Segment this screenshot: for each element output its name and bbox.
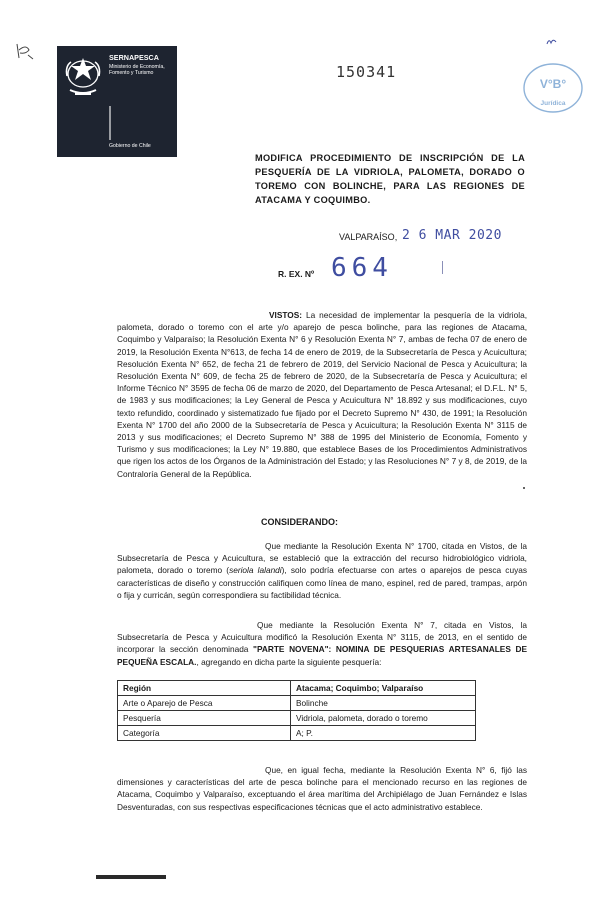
fishery-table [117, 680, 476, 741]
date-stamp: 2 6 MAR 2020 [402, 228, 502, 243]
handwritten-initial-icon [545, 36, 559, 48]
org-name: SERNAPESCA [109, 53, 159, 62]
p1-text-a: Que mediante la Resolución Exenta N° 1700, citada en Vistos, de la Subsecretaría de Pesca y Acuicultura, se estableció que la extracción del recurso hidrobiológico vidriola, palometa, dorado o toremo ( [117, 541, 527, 576]
place-label: VALPARAÍSO, [339, 232, 398, 242]
sernapesca-logo [57, 46, 177, 157]
rex-label: R. EX. Nº [278, 269, 315, 279]
p2-text-b: , agregando en dicha parte la siguiente pesquería: [196, 656, 382, 667]
stamp-mark [442, 261, 443, 274]
vistos-paragraph [117, 309, 527, 480]
table-cell: Pesquería [118, 711, 291, 726]
table-cell: A; P. [291, 726, 476, 741]
table-header-row [118, 681, 476, 696]
coat-of-arms-icon [61, 52, 105, 102]
table-cell: Bolinche [291, 696, 476, 711]
logo-divider [109, 106, 111, 140]
ministry-name: Ministerio de Economía, Fomento y Turismo [109, 64, 165, 76]
handwritten-mark-icon [14, 40, 36, 62]
considerando-paragraph-1 [117, 540, 527, 601]
svg-text:V°B°: V°B° [539, 77, 567, 91]
table-row [118, 711, 476, 726]
resolution-number: 664 [331, 253, 393, 283]
stamp-number: 150341 [336, 63, 397, 81]
species-name: seriola lalandi [229, 565, 282, 576]
table-cell: Vidriola, palometa, dorado o toremo [291, 711, 476, 726]
footer-bar [96, 875, 166, 879]
vb-juridica-stamp-icon [522, 62, 584, 114]
resolution-title: MODIFICA PROCEDIMIENTO DE INSCRIPCIÓN DE LA PESQUERÍA DE LA VIDRIOLA, PALOMETA, DORADO O TOREMO CON BOLINCHE, PARA LAS REGIONES DE ATACAMA Y COQUIMBO. [255, 153, 525, 205]
table-cell: Categoría [118, 726, 291, 741]
vistos-label: VISTOS: [269, 310, 303, 320]
table-cell: Región [118, 681, 291, 696]
stray-dot [523, 487, 525, 489]
considerando-paragraph-2 [117, 619, 527, 668]
p3-text: Que, en igual fecha, mediante la Resolución Exenta N° 6, fijó las dimensiones y características del arte de pesca bolinche para el mencionado recurso en las regiones de Atacama, Coquimbo y Valparaíso, exceptuando el área marítima del Archipiélago de Juan Fernández e Islas Desventuradas, con sus respectivas especificaciones técnicas que el acto administrativo establece. [117, 765, 527, 812]
table-row [118, 726, 476, 741]
considerando-heading: CONSIDERANDO: [261, 517, 339, 527]
svg-text:Jurídica: Jurídica [540, 100, 566, 107]
p2-text-a: Que mediante la Resolución Exenta N° 7, citada en Vistos, la Subsecretaría de Pesca y Acuicultura modificó la Resolución Exenta N° 3115, de 2013, en el sentido de incorporar la sección denominada [117, 620, 527, 655]
table-cell: Arte o Aparejo de Pesca [118, 696, 291, 711]
p1-text-b: ), solo podría efectuarse con artes o aparejos de pesca cuyas características de diseño y construcción califiquen como línea de mano, espinel, red de pared, trampas, arpón o fija y curricán, según correspondiera su factibilidad técnica. [117, 565, 527, 600]
government-name: Gobierno de Chile [109, 143, 151, 149]
considerando-paragraph-3 [117, 764, 527, 813]
parte-novena-title: "PARTE NOVENA": NOMINA DE PESQUERIAS ARTESANALES DE PEQUEÑA ESCALA. [117, 644, 527, 667]
table-cell: Atacama; Coquimbo; Valparaíso [291, 681, 476, 696]
table-row [118, 696, 476, 711]
vistos-text: La necesidad de implementar la pesquería de la vidriola, palometa, dorado o toremo con el arte y/o aparejo de pesca bolinche, para las regiones de Atacama, Coquimbo y Valparaíso; la Resolución Exenta N° 6 y Resolución Exenta N° 7, ambas de fecha 07 de enero de 2019, la Resolución Exenta N°613, de fecha 14 de enero de 2019, de la Subsecretaría de Pesca y Acuicultura; Resolución Exenta N° 652, de fecha 21 de febrero de 2019, del Servicio Nacional de Pesca y Acuicultura; la Resolución Exenta N° 609, de fecha 25 de febrero de 2020, de la Subsecretaría de Pesca y Acuicultura; el Informe Técnico N° 3595 de fecha 06 de marzo de 2020, del Departamento de Pesca Artesanal; el D.F.L. N° 5, de 1983 y sus modificaciones; la Ley General de Pesca y Acuicultura N° 18.892 y sus modificaciones, cuyo texto refundido, coordinado y sistematizado fue fijado por el Decreto Supremo N° 430, de 1991; la Resolución Exenta N° 1700 del año 2000 de la Subsecretaría de Pesca y Acuicultura; la Resolución Exenta N° 3115 de 2013 y sus modificaciones; el Decreto Supremo N° 388 de 1995 del Ministerio de Economía, Fomento y Turismo y sus modificaciones; la Ley N° 19.880, que establece Bases de los Procedimientos Administrativos que rigen los actos de los Órganos de la Administración del Estado; y las Resoluciones N° 7 y 8, de 2019, de la Contraloría General de la República. [117, 310, 527, 479]
